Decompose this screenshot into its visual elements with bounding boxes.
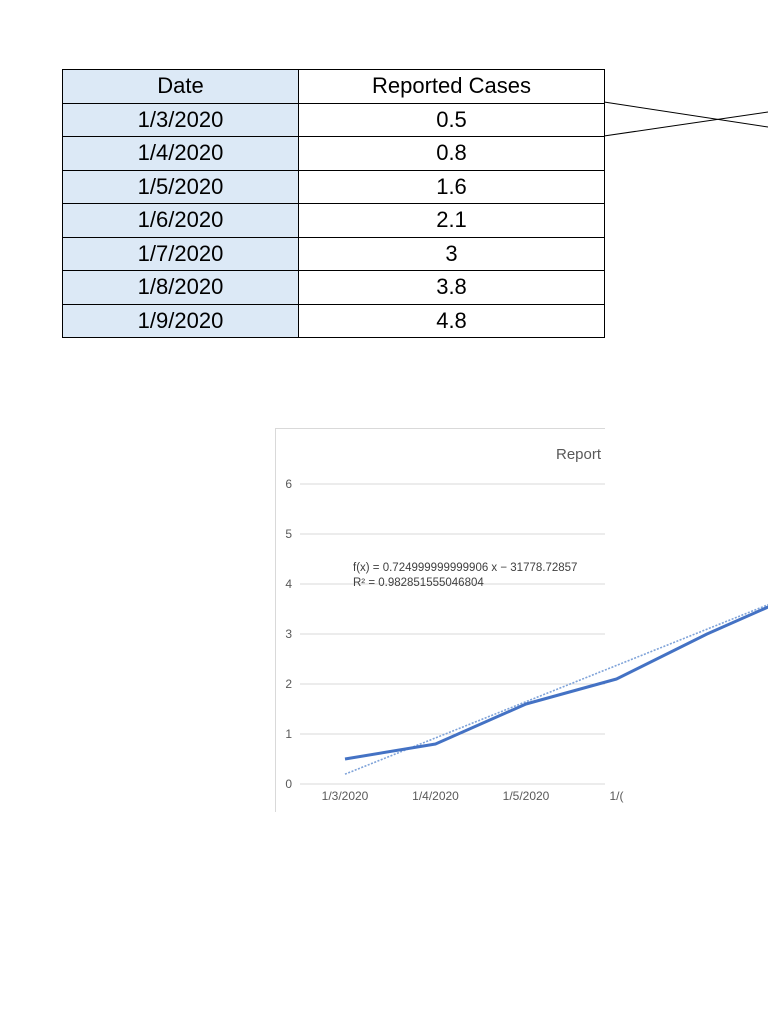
cases-cell: 4.8 xyxy=(299,304,605,338)
cases-cell: 1.6 xyxy=(299,170,605,204)
cases-cell: 3 xyxy=(299,237,605,271)
cases-cell: 0.8 xyxy=(299,137,605,171)
y-tick-label: 3 xyxy=(285,627,292,641)
date-cell: 1/3/2020 xyxy=(63,103,299,137)
date-cell: 1/5/2020 xyxy=(63,170,299,204)
connector-line-2 xyxy=(604,112,768,136)
table-row xyxy=(63,103,605,137)
y-tick-labels xyxy=(285,477,292,791)
gridlines xyxy=(300,484,605,784)
y-tick-label: 4 xyxy=(285,577,292,591)
table-row xyxy=(63,237,605,271)
table-header-row xyxy=(63,70,605,104)
y-tick-label: 2 xyxy=(285,677,292,691)
connector-line-1 xyxy=(604,102,768,127)
chart-title: Report xyxy=(556,446,602,463)
date-cell: 1/9/2020 xyxy=(63,304,299,338)
table-row xyxy=(63,271,605,305)
table-row xyxy=(63,204,605,238)
x-tick-label: 1/3/2020 xyxy=(321,789,369,803)
trendline xyxy=(345,557,768,775)
date-cell: 1/6/2020 xyxy=(63,204,299,238)
date-cell: 1/4/2020 xyxy=(63,137,299,171)
cases-cell: 3.8 xyxy=(299,271,605,305)
date-cell: 1/8/2020 xyxy=(63,271,299,305)
y-tick-label: 6 xyxy=(285,477,292,491)
x-tick-label: 1/4/2020 xyxy=(412,789,459,803)
y-tick-label: 1 xyxy=(285,727,292,741)
y-tick-label: 5 xyxy=(285,527,292,541)
table-row xyxy=(63,137,605,171)
y-tick-label: 0 xyxy=(285,777,292,791)
cases-cell: 2.1 xyxy=(299,204,605,238)
header-reported-cases: Reported Cases xyxy=(299,70,605,104)
trendline-r-squared: R² = 0.982851555046804 xyxy=(353,577,484,589)
cases-cell: 0.5 xyxy=(299,103,605,137)
trendline-equation: f(x) = 0.724999999999906 x − 31778.72857 xyxy=(353,562,578,574)
table-row xyxy=(63,170,605,204)
x-tick-label: 1/5/2020 xyxy=(502,789,550,803)
line-chart xyxy=(275,428,624,812)
x-tick-labels xyxy=(322,789,624,803)
table-row xyxy=(63,304,605,338)
x-tick-label: 1/( xyxy=(609,789,624,803)
data-table xyxy=(62,69,605,338)
chart-area xyxy=(275,428,624,812)
header-date: Date xyxy=(63,70,299,104)
date-cell: 1/7/2020 xyxy=(63,237,299,271)
